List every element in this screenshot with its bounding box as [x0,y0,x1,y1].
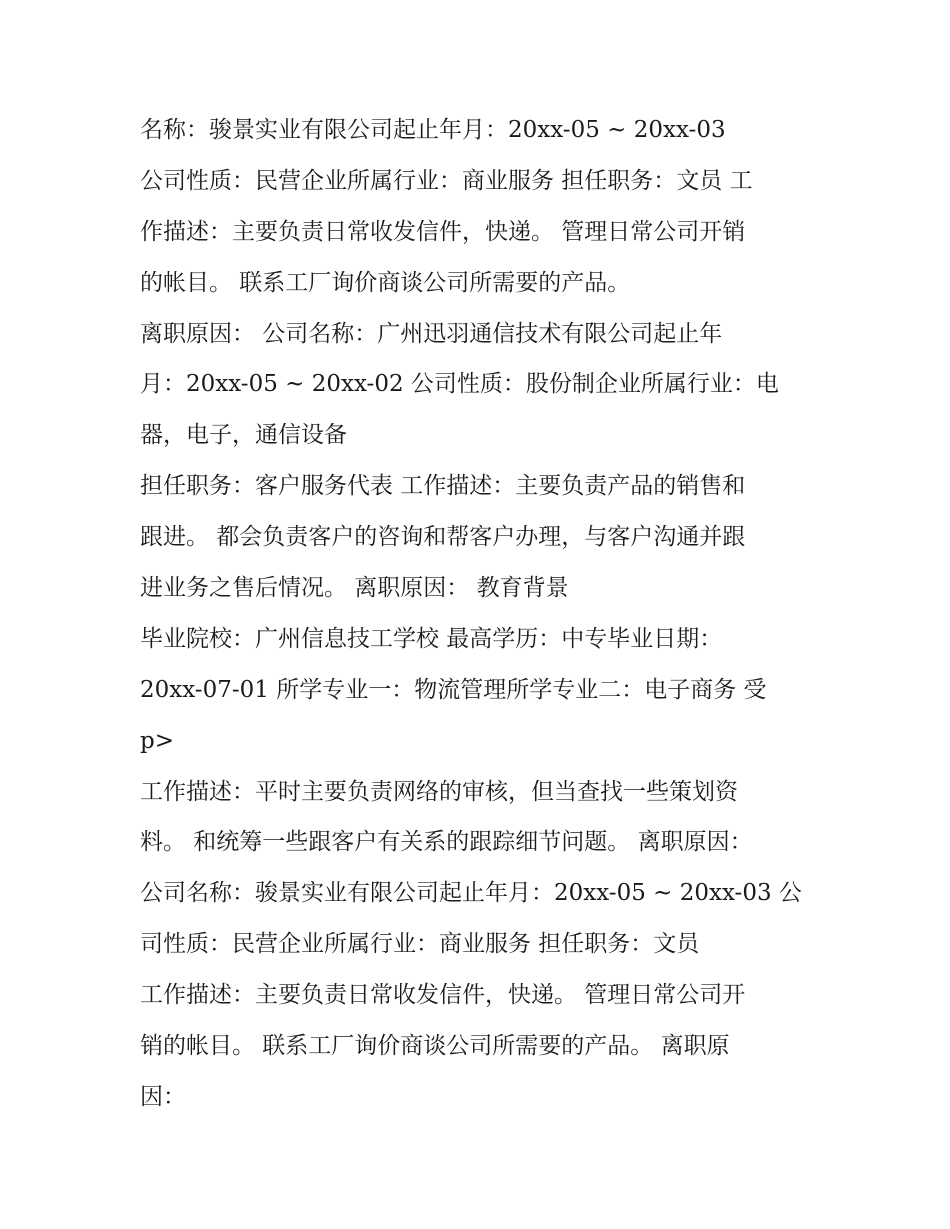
text-line-5: 离职原因： 公司名称：广州迅羽通信技术有限公司起止年 [140,320,723,347]
text-line-8: 担任职务：客户服务代表 工作描述：主要负责产品的销售和 [140,473,746,500]
text-line-7: 器，电子，通信设备 [140,422,347,449]
text-line-13: p> [140,727,174,754]
text-line-2: 公司性质：民营企业所属行业：商业服务 担任职务：文员 工 [140,167,753,194]
text-line-9: 跟进。 都会负责客户的咨询和帮客户办理，与客户沟通并跟 [140,524,746,551]
text-line-11: 毕业院校：广州信息技工学校 最高学历：中专毕业日期： [140,625,723,652]
text-line-4: 的帐目。 联系工厂询价商谈公司所需要的产品。 [140,269,631,296]
text-line-3: 作描述：主要负责日常收发信件，快递。 管理日常公司开销 [140,218,746,245]
text-line-20: 因： [140,1083,186,1110]
text-line-6: 月：20xx-05 ~ 20xx-02 公司性质：股份制企业所属行业：电 [140,371,779,398]
text-line-14: 工作描述：平时主要负责网络的审核，但当查找一些策划资 [140,778,738,805]
text-line-18: 工作描述：主要负责日常收发信件，快递。 管理日常公司开 [140,982,746,1009]
text-line-19: 销的帐目。 联系工厂询价商谈公司所需要的产品。 离职原 [140,1033,730,1060]
text-line-1: 名称：骏景实业有限公司起止年月：20xx-05 ~ 20xx-03 [140,117,726,143]
text-line-16: 公司名称：骏景实业有限公司起止年月：20xx-05 ~ 20xx-03 公 [140,880,802,907]
document-body [140,105,820,1123]
text-line-17: 司性质：民营企业所属行业：商业服务 担任职务：文员 [140,931,700,958]
text-line-10: 进业务之售后情况。 离职原因： 教育背景 [140,575,569,602]
text-line-12: 20xx-07-01 所学专业一：物流管理所学专业二：电子商务 受 [140,676,767,703]
text-line-15: 料。 和统筹一些跟客户有关系的跟踪细节问题。 离职原因： [140,829,753,856]
